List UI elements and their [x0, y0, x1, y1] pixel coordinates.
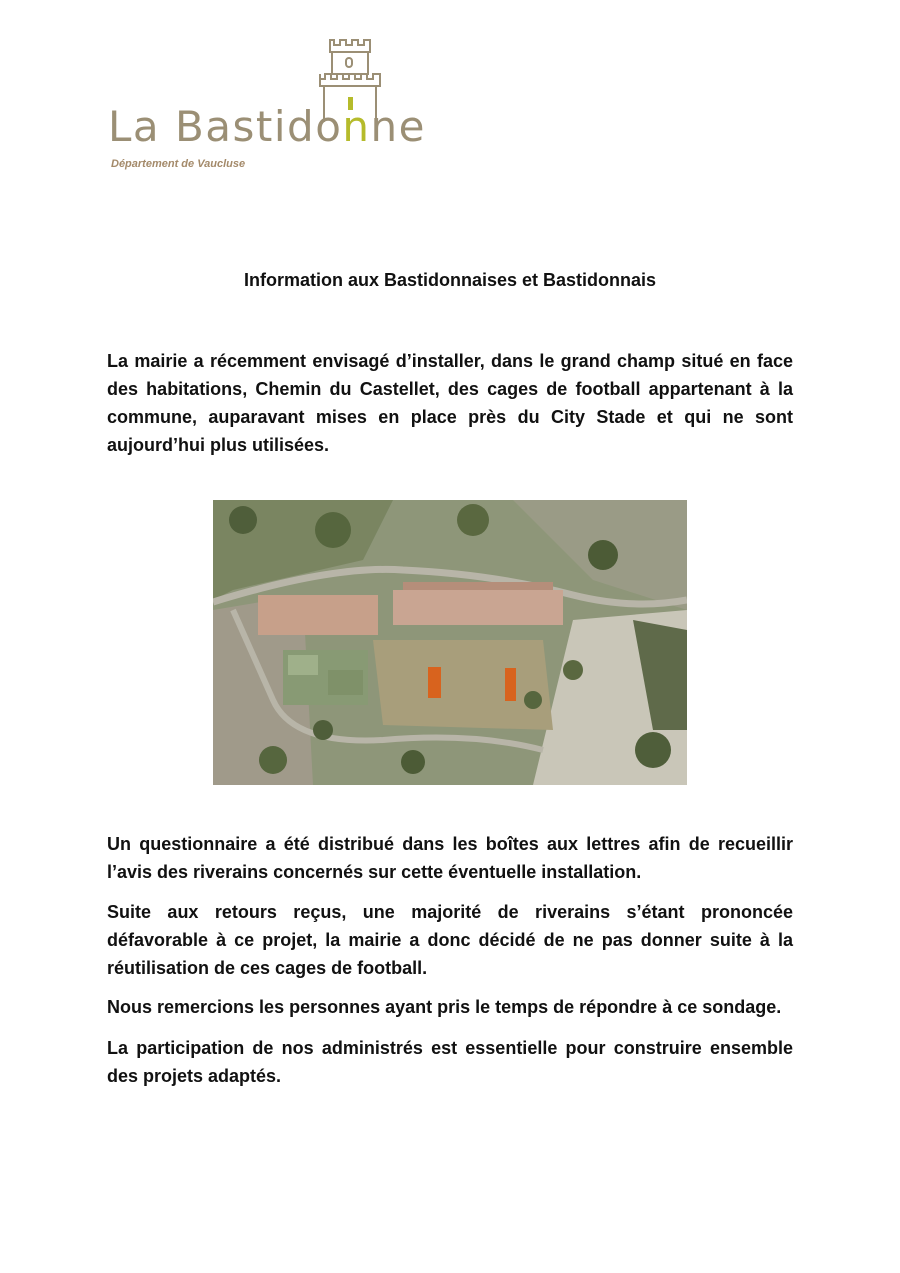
thanks-paragraph: Nous remercions les personnes ayant pris le temps de répondre à ce sondage.: [107, 997, 782, 1017]
decision-paragraph: Suite aux retours reçus, une majorité de riverains s’étant prononcée défavorable à ce projet, la mairie a donc décidé de ne pas donner suite à la réutilisation de ces cages de football.: [107, 902, 793, 978]
municipal-logo: [108, 30, 428, 175]
department-label: Département de Vaucluse: [111, 158, 246, 170]
town-name: La Bastidonne: [108, 102, 427, 151]
closing-paragraph: La participation de nos administrés est essentielle pour construire ensemble des projets adaptés.: [107, 1038, 793, 1086]
goal-marker-right: [505, 668, 516, 701]
intro-paragraph: La mairie a récemment envisagé d’installer, dans le grand champ situé en face des habitations, Chemin du Castellet, des cages de football appartenant à la commune, auparavant mises en place près du City Stade et qui ne sont aujourd’hui plus utilisées.: [107, 351, 793, 455]
aerial-map-image: [213, 500, 687, 785]
goal-marker-left: [428, 667, 441, 698]
page-title: Information aux Bastidonnaises et Bastidonnais: [243, 270, 657, 290]
questionnaire-paragraph: Un questionnaire a été distribué dans les boîtes aux lettres afin de recueillir l’avis des riverains concernés sur cette éventuelle installation.: [107, 834, 793, 882]
